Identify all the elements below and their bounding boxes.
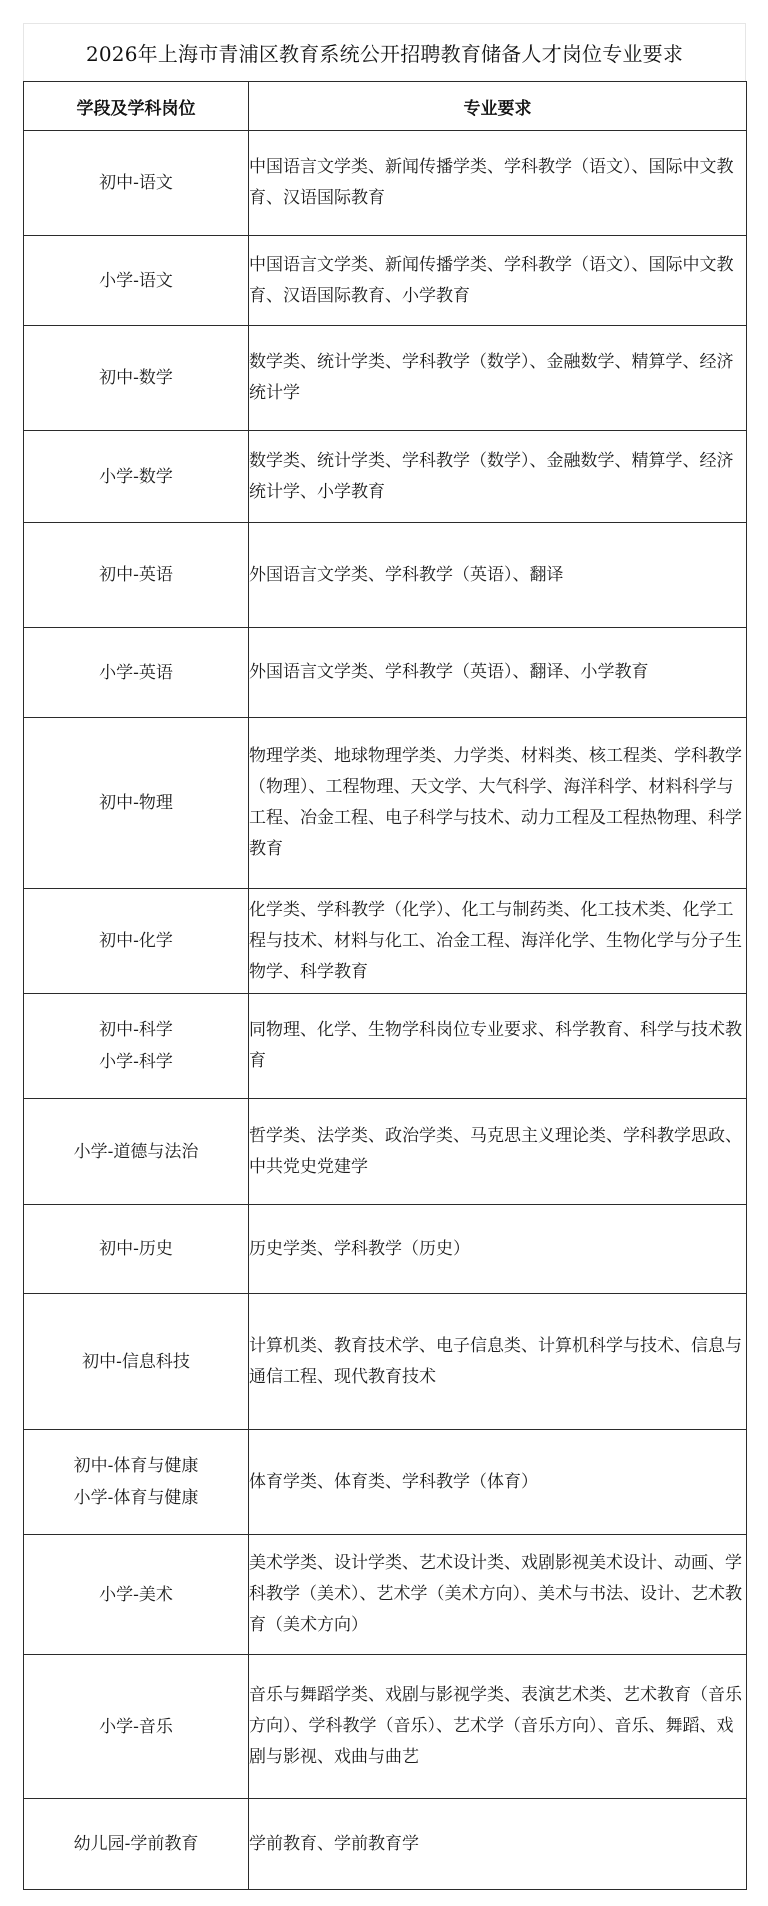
table-row xyxy=(24,628,747,718)
major-requirement-cell: 同物理、化学、生物学科岗位专业要求、科学教育、科学与技术教育 xyxy=(249,994,747,1099)
table-row xyxy=(24,1294,747,1430)
major-requirement-cell: 体育学类、体育类、学科教学（体育） xyxy=(249,1430,747,1535)
table-row xyxy=(24,523,747,628)
post-cell xyxy=(24,523,249,628)
post-cell xyxy=(24,718,249,889)
document-title: 2026年上海市青浦区教育系统公开招聘教育储备人才岗位专业要求 xyxy=(23,23,746,81)
table-row xyxy=(24,236,747,326)
post-cell xyxy=(24,1205,249,1294)
post-cell xyxy=(24,1655,249,1799)
column-header-post: 学段及学科岗位 xyxy=(24,82,249,131)
post-cell xyxy=(24,628,249,718)
major-requirement-cell: 学前教育、学前教育学 xyxy=(249,1799,747,1890)
post-cell xyxy=(24,1430,249,1535)
post-cell xyxy=(24,1535,249,1655)
post-label: 小学-科学 xyxy=(99,1052,173,1072)
column-header-major: 专业要求 xyxy=(249,82,747,131)
table-body xyxy=(24,131,747,1890)
table-row xyxy=(24,1099,747,1205)
post-label: 初中-化学 xyxy=(99,931,173,951)
table-row xyxy=(24,889,747,994)
table-row xyxy=(24,1655,747,1799)
post-cell xyxy=(24,994,249,1099)
table-row xyxy=(24,994,747,1099)
major-requirement-cell: 历史学类、学科教学（历史） xyxy=(249,1205,747,1294)
major-requirement-cell: 中国语言文学类、新闻传播学类、学科教学（语文）、国际中文教育、汉语国际教育、小学教育 xyxy=(249,236,747,326)
post-cell xyxy=(24,326,249,431)
table-row xyxy=(24,431,747,523)
post-label: 初中-科学 xyxy=(99,1020,173,1040)
post-label: 小学-体育与健康 xyxy=(73,1488,199,1508)
post-label: 初中-语文 xyxy=(99,173,173,193)
requirements-table xyxy=(23,81,747,1890)
document xyxy=(23,23,746,1890)
post-label: 小学-英语 xyxy=(99,662,173,683)
major-requirement-cell: 物理学类、地球物理学类、力学类、材料类、核工程类、学科教学（物理）、工程物理、天文学、大气科学、海洋科学、材料科学与工程、冶金工程、电子科学与技术、动力工程及工程热物理、科学教育 xyxy=(249,718,747,889)
post-cell xyxy=(24,889,249,994)
post-label: 初中-信息科技 xyxy=(82,1351,190,1372)
major-requirement-cell: 化学类、学科教学（化学）、化工与制药类、化工技术类、化学工程与技术、材料与化工、冶金工程、海洋化学、生物化学与分子生物学、科学教育 xyxy=(249,889,747,994)
post-label: 初中-历史 xyxy=(99,1239,173,1259)
table-row xyxy=(24,718,747,889)
post-label: 初中-体育与健康 xyxy=(73,1456,199,1476)
table-row xyxy=(24,1535,747,1655)
post-cell xyxy=(24,431,249,523)
post-label: 幼儿园-学前教育 xyxy=(73,1834,199,1854)
table-row xyxy=(24,1799,747,1890)
major-requirement-cell: 计算机类、教育技术学、电子信息类、计算机科学与技术、信息与通信工程、现代教育技术 xyxy=(249,1294,747,1430)
major-requirement-cell: 外国语言文学类、学科教学（英语）、翻译 xyxy=(249,523,747,628)
post-cell xyxy=(24,1294,249,1430)
post-label: 小学-道德与法治 xyxy=(73,1141,199,1162)
post-label: 初中-数学 xyxy=(99,368,173,388)
post-cell xyxy=(24,131,249,236)
major-requirement-cell: 美术学类、设计学类、艺术设计类、戏剧影视美术设计、动画、学科教学（美术）、艺术学（美术方向）、美术与书法、设计、艺术教育（美术方向） xyxy=(249,1535,747,1655)
major-requirement-cell: 数学类、统计学类、学科教学（数学）、金融数学、精算学、经济统计学、小学教育 xyxy=(249,431,747,523)
post-cell xyxy=(24,1099,249,1205)
table-header-row xyxy=(24,82,747,131)
post-label: 初中-英语 xyxy=(99,565,173,585)
table-row xyxy=(24,1430,747,1535)
major-requirement-cell: 中国语言文学类、新闻传播学类、学科教学（语文）、国际中文教育、汉语国际教育 xyxy=(249,131,747,236)
post-cell xyxy=(24,236,249,326)
post-cell xyxy=(24,1799,249,1890)
post-label: 小学-美术 xyxy=(99,1584,173,1605)
table-row xyxy=(24,1205,747,1294)
major-requirement-cell: 音乐与舞蹈学类、戏剧与影视学类、表演艺术类、艺术教育（音乐方向）、学科教学（音乐）、艺术学（音乐方向）、音乐、舞蹈、戏剧与影视、戏曲与曲艺 xyxy=(249,1655,747,1799)
post-label: 小学-数学 xyxy=(99,466,173,487)
post-label: 小学-音乐 xyxy=(99,1716,173,1737)
post-label: 小学-语文 xyxy=(99,270,173,291)
major-requirement-cell: 数学类、统计学类、学科教学（数学）、金融数学、精算学、经济统计学 xyxy=(249,326,747,431)
post-label: 初中-物理 xyxy=(99,793,173,813)
table-row xyxy=(24,131,747,236)
table-row xyxy=(24,326,747,431)
major-requirement-cell: 外国语言文学类、学科教学（英语）、翻译、小学教育 xyxy=(249,628,747,718)
major-requirement-cell: 哲学类、法学类、政治学类、马克思主义理论类、学科教学思政、中共党史党建学 xyxy=(249,1099,747,1205)
